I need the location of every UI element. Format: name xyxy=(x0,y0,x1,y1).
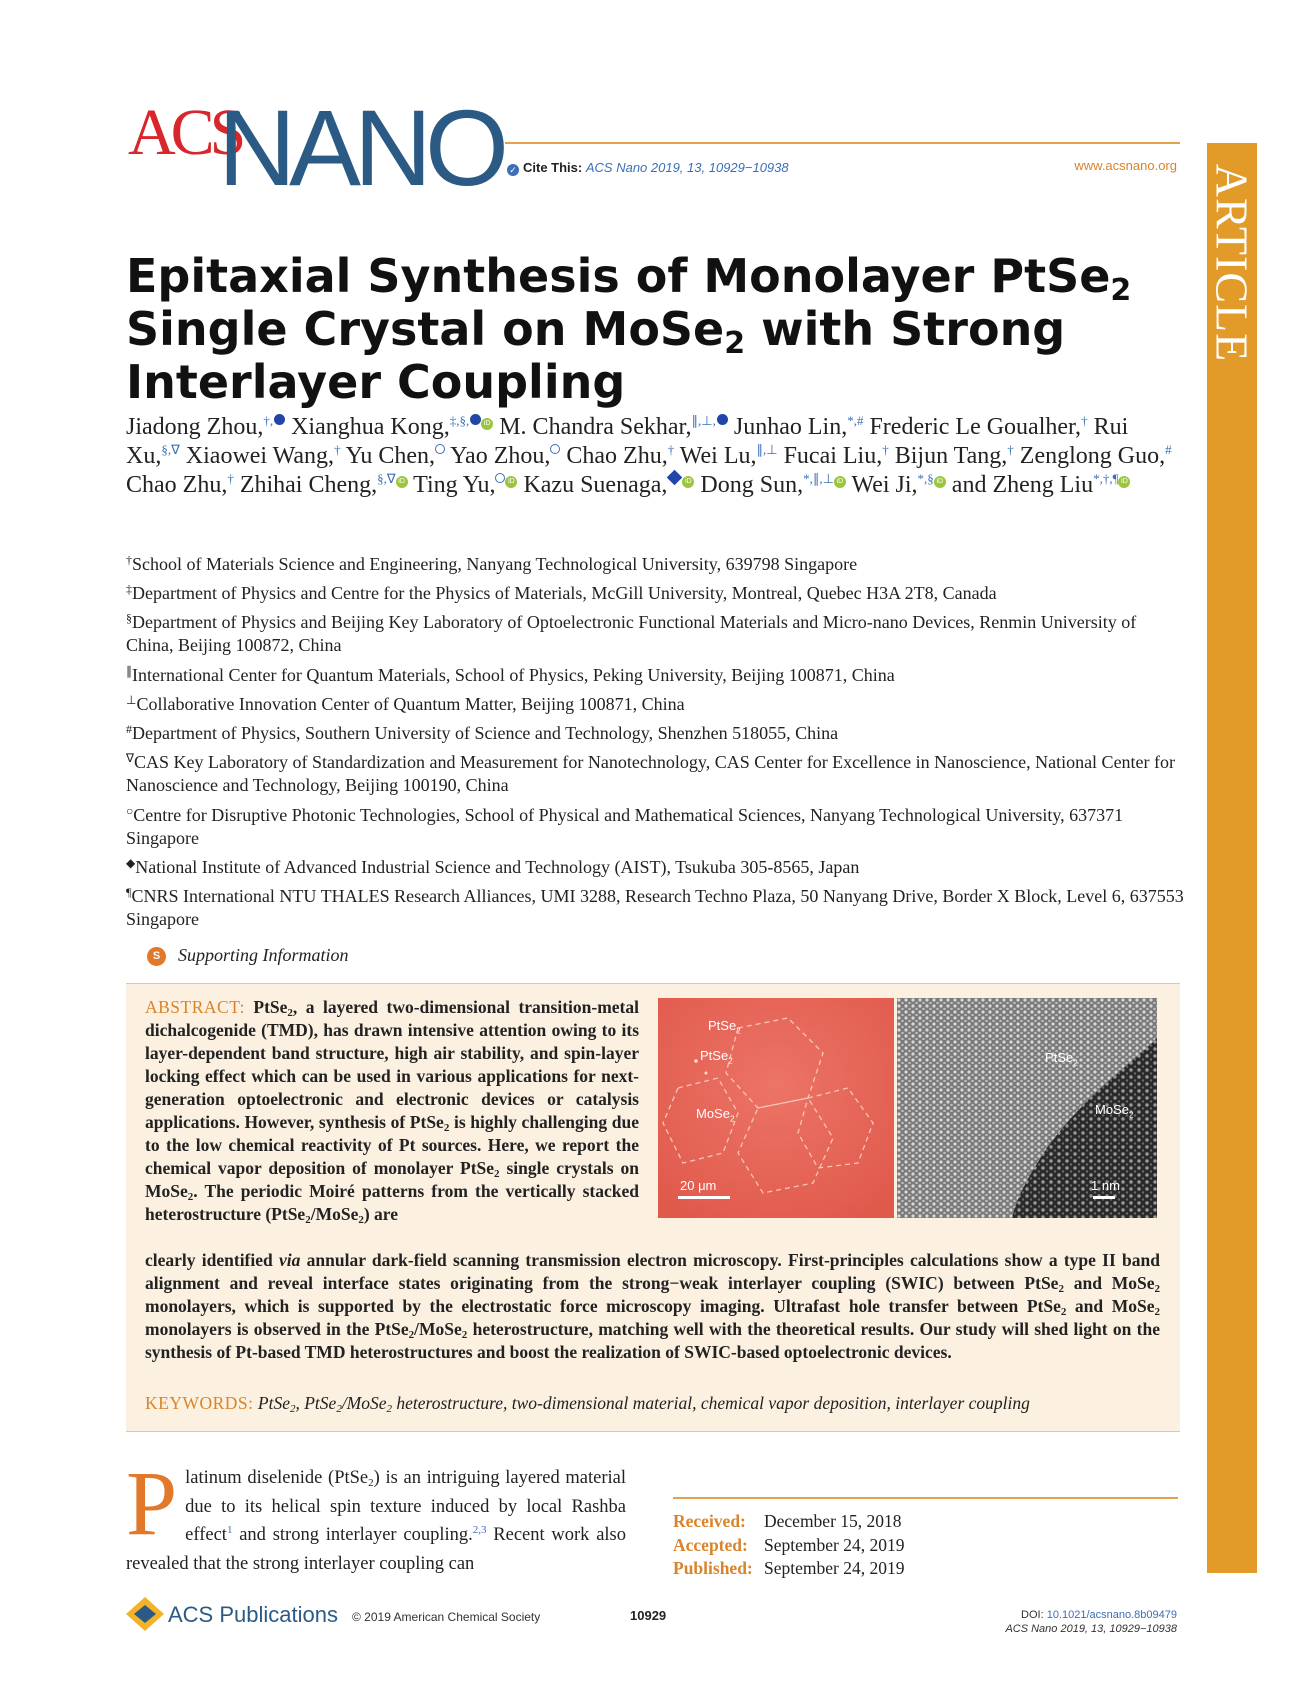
check-icon: ✓ xyxy=(507,164,519,176)
email-icon[interactable] xyxy=(717,414,728,425)
scale-bar xyxy=(678,1196,730,1199)
received-date: Received: December 15, 2018 xyxy=(673,1511,902,1531)
scale-bar xyxy=(1093,1196,1115,1199)
header-rule xyxy=(505,142,1180,144)
affiliation: ∇CAS Key Laboratory of Standardization and Measurement for Nanotechnology, CAS Center for Excellence in Nanoscience, National Center for Nanoscience and Technology, Beijing 100190, China xyxy=(126,751,1176,795)
orcid-icon[interactable]: iD xyxy=(1118,476,1130,488)
affiliation: ‡Department of Physics and Centre for the Physics of Materials, McGill University, Montreal, Quebec H3A 2T8, Canada xyxy=(126,582,997,603)
cite-this[interactable] xyxy=(507,160,789,176)
doi-link[interactable]: 10.1021/acsnano.8b09479 xyxy=(1046,1609,1177,1621)
abstract-text: ABSTRACT: PtSe$_2$, a layered two-dimensional transition-metal dichalcogenide (TMD), has drawn intensive attention owing to its layer-dependent band structure, high air stability, and spin-layer locking effect which can be used in various applications for next-generation optoelectronic and electronic devices or catalysis applications. However, synthesis of PtSe$_2$ is highly challenging due to the low chemical reactivity of Pt sources. Here, we report the chemical vapor deposition of monolayer PtSe$_2$ single crystals on MoSe$_2$. The periodic Moiré patterns from the vertically stacked heterostructure (PtSe$_2$/MoSe$_2$) are xyxy=(145,997,639,1226)
orcid-icon[interactable]: iD xyxy=(682,476,694,488)
scale-label: 20 μm xyxy=(680,1178,717,1193)
drop-cap: P xyxy=(126,1452,178,1554)
ptse2-label: PtSe$_2$ xyxy=(708,1018,741,1036)
cite-reference[interactable]: ACS Nano 2019, 13, 10929−10938 xyxy=(585,160,789,175)
published-date: Published: September 24, 2019 xyxy=(673,1558,905,1578)
affil-circle-icon xyxy=(550,444,560,454)
citation-link[interactable]: 2,3 xyxy=(472,1524,487,1536)
cite-label: Cite This: xyxy=(523,160,583,175)
page-number: 10929 xyxy=(630,1608,667,1623)
affil-circle-icon xyxy=(435,444,445,454)
orcid-icon[interactable]: iD xyxy=(481,418,493,430)
acs-publications-logo-icon xyxy=(126,1597,164,1636)
ptse2-label-optical: PtSe$_2$ xyxy=(700,1048,733,1066)
article-title: Epitaxial Synthesis of Monolayer PtSe$_2$ Single Crystal on MoSe$_2$ with Strong Interlayer Coupling xyxy=(126,249,1132,409)
nano-logo: NANO xyxy=(218,87,503,208)
copyright: © 2019 American Chemical Society xyxy=(352,1610,541,1624)
affiliation: ○Centre for Disruptive Photonic Technologies, School of Physical and Mathematical Sciences, Nanyang Technological University, 637371 Singapore xyxy=(126,804,1124,848)
dates-rule xyxy=(673,1497,1178,1499)
publisher-name[interactable]: ACS Publications xyxy=(168,1602,338,1627)
affil-circle-icon xyxy=(495,473,505,483)
body-paragraph: Platinum diselenide (PtSe$_2$) is an intriguing layered material due to its helical spin texture induced by local Rashba effect$^1$ and strong interlayer coupling.$^{2,3}$ Recent work also revealed that the strong interlayer coupling can xyxy=(126,1452,627,1574)
orcid-icon[interactable]: iD xyxy=(505,476,517,488)
affil-diamond-icon xyxy=(667,470,683,486)
author-list: Jiadong Zhou,†, Xianghua Kong,‡,§, iD M. Chandra Sekhar,∥,⊥, Junhao Lin,*,# Frederic Le Goualher,† Rui Xu,§,∇ Xiaowei Wang,† Yu Chen, Yao Zhou, Chao Zhu,† Wei Lu,∥,⊥ Fucai Liu,† Bijun Tang,† Zenglong Guo,# Chao Zhu,† Zhihai Cheng,§,∇ iD Ting Yu, iD Kazu Suenaga, iD Dong Sun,*,∥,⊥ iD Wei Ji,*,§ iD and Zheng Liu*,†,¶ iD xyxy=(126,413,1172,498)
accepted-date: Accepted: September 24, 2019 xyxy=(673,1534,905,1555)
affiliation: ◆National Institute of Advanced Industrial Science and Technology (AIST), Tsukuba 305-8565, Japan xyxy=(126,856,860,877)
ptse2-label-stem: PtSe$_2$ xyxy=(1045,1050,1078,1068)
orcid-icon[interactable]: iD xyxy=(934,476,946,488)
mose2-label-optical: MoSe$_2$ xyxy=(696,1106,735,1124)
doi-block xyxy=(1005,1608,1177,1636)
affiliation: †School of Materials Science and Engineering, Nanyang Technological University, 639798 Singapore xyxy=(126,553,858,574)
keywords: KEYWORDS: PtSe$_2$, PtSe$_2$/MoSe$_2$ heterostructure, two-dimensional material, chemical vapor deposition, interlayer coupling xyxy=(145,1393,1030,1415)
mose2-label-stem: MoSe$_2$ xyxy=(1095,1102,1134,1120)
citation-link[interactable]: 1 xyxy=(226,1524,233,1536)
acs-logo: ACS xyxy=(128,96,242,169)
orcid-icon[interactable]: iD xyxy=(396,476,408,488)
email-icon[interactable] xyxy=(470,414,481,425)
publication-dates xyxy=(673,1510,904,1581)
affiliation: #Department of Physics, Southern University of Science and Technology, Shenzhen 518055, China xyxy=(126,722,839,743)
doi-label: DOI: xyxy=(1021,1609,1044,1621)
scale-label: 1 nm xyxy=(1091,1178,1120,1193)
article-sidebar-label: ARTICLE xyxy=(1206,163,1258,363)
affiliation: ¶CNRS International NTU THALES Research Alliances, UMI 3288, Research Techno Plaza, 50 Nanyang Drive, Border X Block, Level 6, 637553 Singapore xyxy=(126,885,1184,929)
journal-url[interactable]: www.acsnano.org xyxy=(1074,158,1177,173)
supporting-info-icon[interactable]: S xyxy=(147,947,166,966)
affiliation: ⊥Collaborative Innovation Center of Quantum Matter, Beijing 100871, China xyxy=(126,693,685,714)
journal-reference: ACS Nano 2019, 13, 10929−10938 xyxy=(1005,1623,1177,1635)
affiliation: ∥International Center for Quantum Materials, School of Physics, Peking University, Beijing 100871, China xyxy=(126,664,895,685)
optical-image xyxy=(658,998,894,1218)
email-icon[interactable] xyxy=(274,414,285,425)
abstract-text-continued: clearly identified via annular dark-field scanning transmission electron microscopy. First-principles calculations show a type II band alignment and reveal interface states originating from the strong−weak interlayer coupling (SWIC) between PtSe$_2$ and MoSe$_2$ monolayers, which is supported by the electrostatic force microscopy imaging. Ultrafast hole transfer between PtSe$_2$ and MoSe$_2$ monolayers is observed in the PtSe$_2$/MoSe$_2$ heterostructure, matching well with the theoretical results. Our study will shed light on the synthesis of Pt-based TMD heterostructures and boost the realization of SWIC-based optoelectronic devices. xyxy=(145,1250,1160,1362)
supporting-info-link[interactable]: Supporting Information xyxy=(178,945,349,965)
affiliation: §Department of Physics and Beijing Key Laboratory of Optoelectronic Functional Materials and Micro-nano Devices, Renmin University of China, Beijing 100872, China xyxy=(126,611,1137,655)
orcid-icon[interactable]: iD xyxy=(834,476,846,488)
